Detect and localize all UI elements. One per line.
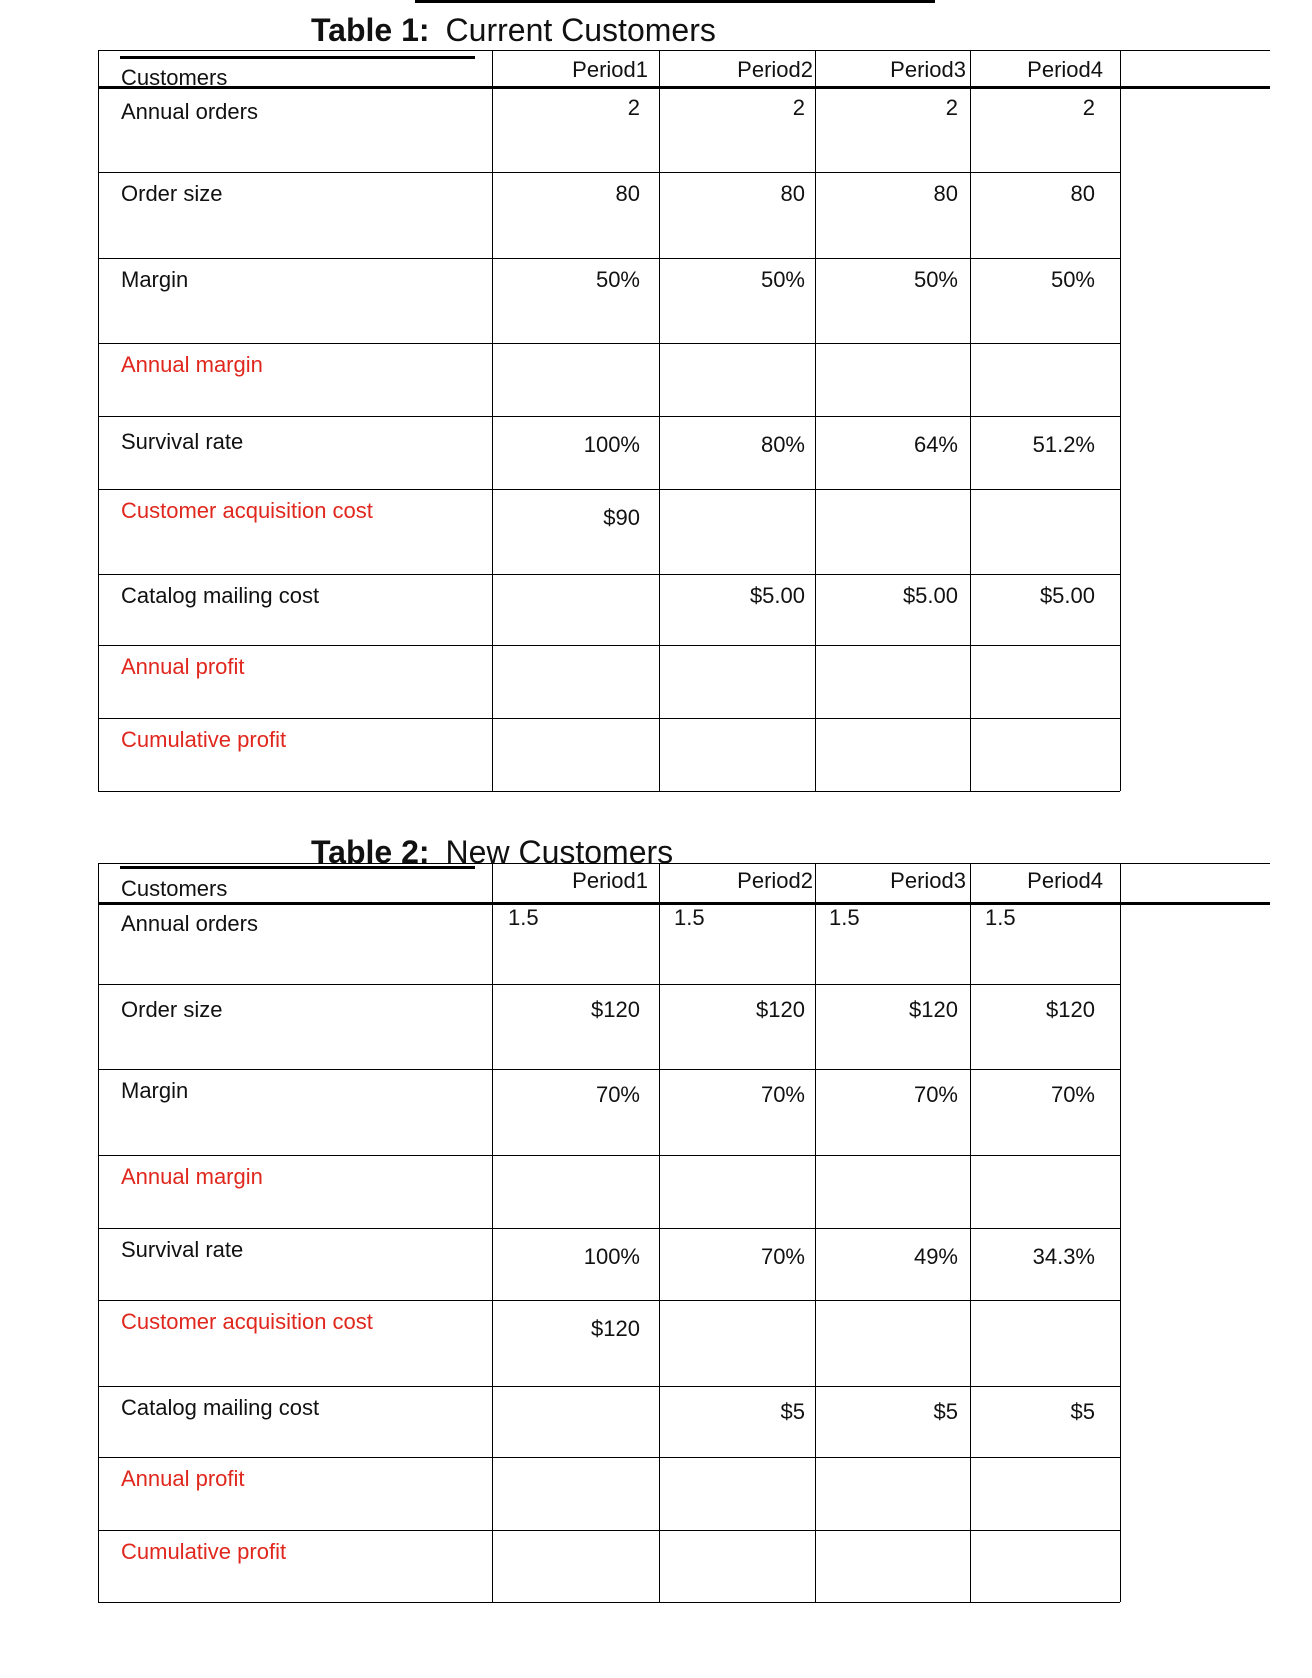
row-divider	[98, 1530, 1120, 1531]
table-cell: 70%	[760, 1082, 805, 1107]
table-cell: $120	[756, 997, 805, 1022]
table-cell: 70%	[760, 1244, 805, 1269]
table-cell: 51.2%	[1032, 432, 1095, 457]
page-top-rule	[415, 0, 935, 3]
row-label: Customer acquisition cost	[121, 498, 373, 523]
row-divider	[98, 718, 1120, 719]
column-divider	[659, 50, 660, 791]
row-divider	[98, 1155, 1120, 1156]
row-divider	[98, 416, 1120, 417]
row-divider	[98, 172, 1120, 173]
row-label: Annual orders	[121, 911, 258, 936]
table-cell: 2	[945, 95, 958, 120]
table-cell: $90	[603, 505, 640, 530]
table-cell: 2	[627, 95, 640, 120]
table-cell: 2	[1082, 95, 1095, 120]
row-label: Catalog mailing cost	[121, 1395, 320, 1420]
period-header-4: Period4	[1027, 57, 1103, 82]
row-label: Annual margin	[121, 352, 263, 377]
column-divider	[492, 50, 493, 791]
table-cell: 100%	[583, 1244, 640, 1269]
row-divider	[98, 1386, 1120, 1387]
table-cell: 64%	[913, 432, 958, 457]
table2-title: Table 2: New Customers	[311, 834, 674, 870]
table-cell: 80	[933, 181, 958, 206]
row-label: Order size	[121, 997, 223, 1022]
period-header-2: Period2	[737, 868, 813, 893]
column-divider	[815, 863, 816, 1602]
table-cell: 49%	[913, 1244, 958, 1269]
row-label: Annual margin	[121, 1164, 263, 1189]
corner-underline	[120, 56, 475, 59]
row-label: Cumulative profit	[121, 1539, 287, 1564]
period-header-3: Period3	[890, 57, 966, 82]
table-cell: 80	[1070, 181, 1095, 206]
corner-label: Customers	[121, 876, 228, 901]
row-label: Margin	[121, 1078, 189, 1103]
period-header-2: Period2	[737, 57, 813, 82]
period-header-3: Period3	[890, 868, 966, 893]
row-divider	[98, 791, 1120, 792]
table-cell: 70%	[595, 1082, 640, 1107]
row-divider	[98, 489, 1120, 490]
column-divider	[970, 50, 971, 791]
row-divider	[98, 1228, 1120, 1229]
row-label: Annual profit	[121, 654, 245, 679]
header-top-rule	[98, 863, 1270, 864]
row-label: Annual profit	[121, 1466, 245, 1491]
row-divider	[98, 984, 1120, 985]
row-label: Order size	[121, 181, 223, 206]
table-cell: 2	[792, 95, 805, 120]
table-cell: 50%	[595, 267, 640, 292]
column-divider	[492, 863, 493, 1602]
corner-underline	[120, 866, 475, 869]
table-cell: 50%	[913, 267, 958, 292]
table-cell: 70%	[1050, 1082, 1095, 1107]
row-divider	[98, 574, 1120, 575]
corner-label: Customers	[121, 65, 228, 90]
leading-value: 1.5	[674, 905, 705, 930]
leading-value: 1.5	[829, 905, 860, 930]
column-divider	[98, 863, 99, 1602]
column-divider	[98, 50, 99, 791]
column-divider	[1120, 50, 1121, 791]
column-divider	[970, 863, 971, 1602]
table-cell: 50%	[760, 267, 805, 292]
row-label: Cumulative profit	[121, 727, 287, 752]
table-cell: 80%	[760, 432, 805, 457]
table-cell: $5	[1070, 1399, 1095, 1424]
leading-value: 1.5	[508, 905, 539, 930]
row-label: Survival rate	[121, 1237, 244, 1262]
row-label: Survival rate	[121, 429, 244, 454]
table-cell: $120	[1046, 997, 1095, 1022]
table1-title: Table 1: Current Customers	[311, 12, 716, 48]
table-cell: $5	[933, 1399, 958, 1424]
table-cell: $5	[780, 1399, 805, 1424]
table-cell: 80	[780, 181, 805, 206]
column-divider	[1120, 863, 1121, 1602]
table-cell: 70%	[913, 1082, 958, 1107]
row-label: Margin	[121, 267, 189, 292]
header-bottom-rule	[98, 86, 1270, 89]
table-cell: $120	[591, 1316, 640, 1341]
table-cell: 34.3%	[1032, 1244, 1095, 1269]
row-label: Annual orders	[121, 99, 258, 124]
column-divider	[659, 863, 660, 1602]
row-label: Catalog mailing cost	[121, 583, 320, 608]
row-divider	[98, 1069, 1120, 1070]
table-cell: $5.00	[902, 583, 958, 608]
row-label: Customer acquisition cost	[121, 1309, 373, 1334]
period-header-4: Period4	[1027, 868, 1103, 893]
row-divider	[98, 1602, 1120, 1603]
row-divider	[98, 258, 1120, 259]
table-cell: 80	[615, 181, 640, 206]
row-divider	[98, 1457, 1120, 1458]
table-cell: $120	[591, 997, 640, 1022]
table-cell: $5.00	[749, 583, 805, 608]
leading-value: 1.5	[985, 905, 1016, 930]
column-divider	[815, 50, 816, 791]
table-cell: 100%	[583, 432, 640, 457]
header-top-rule	[98, 50, 1270, 51]
table-cell: $5.00	[1039, 583, 1095, 608]
row-divider	[98, 1300, 1120, 1301]
row-divider	[98, 343, 1120, 344]
row-divider	[98, 645, 1120, 646]
table-cell: $120	[909, 997, 958, 1022]
period-header-1: Period1	[572, 57, 648, 82]
table-cell: 50%	[1050, 267, 1095, 292]
period-header-1: Period1	[572, 868, 648, 893]
